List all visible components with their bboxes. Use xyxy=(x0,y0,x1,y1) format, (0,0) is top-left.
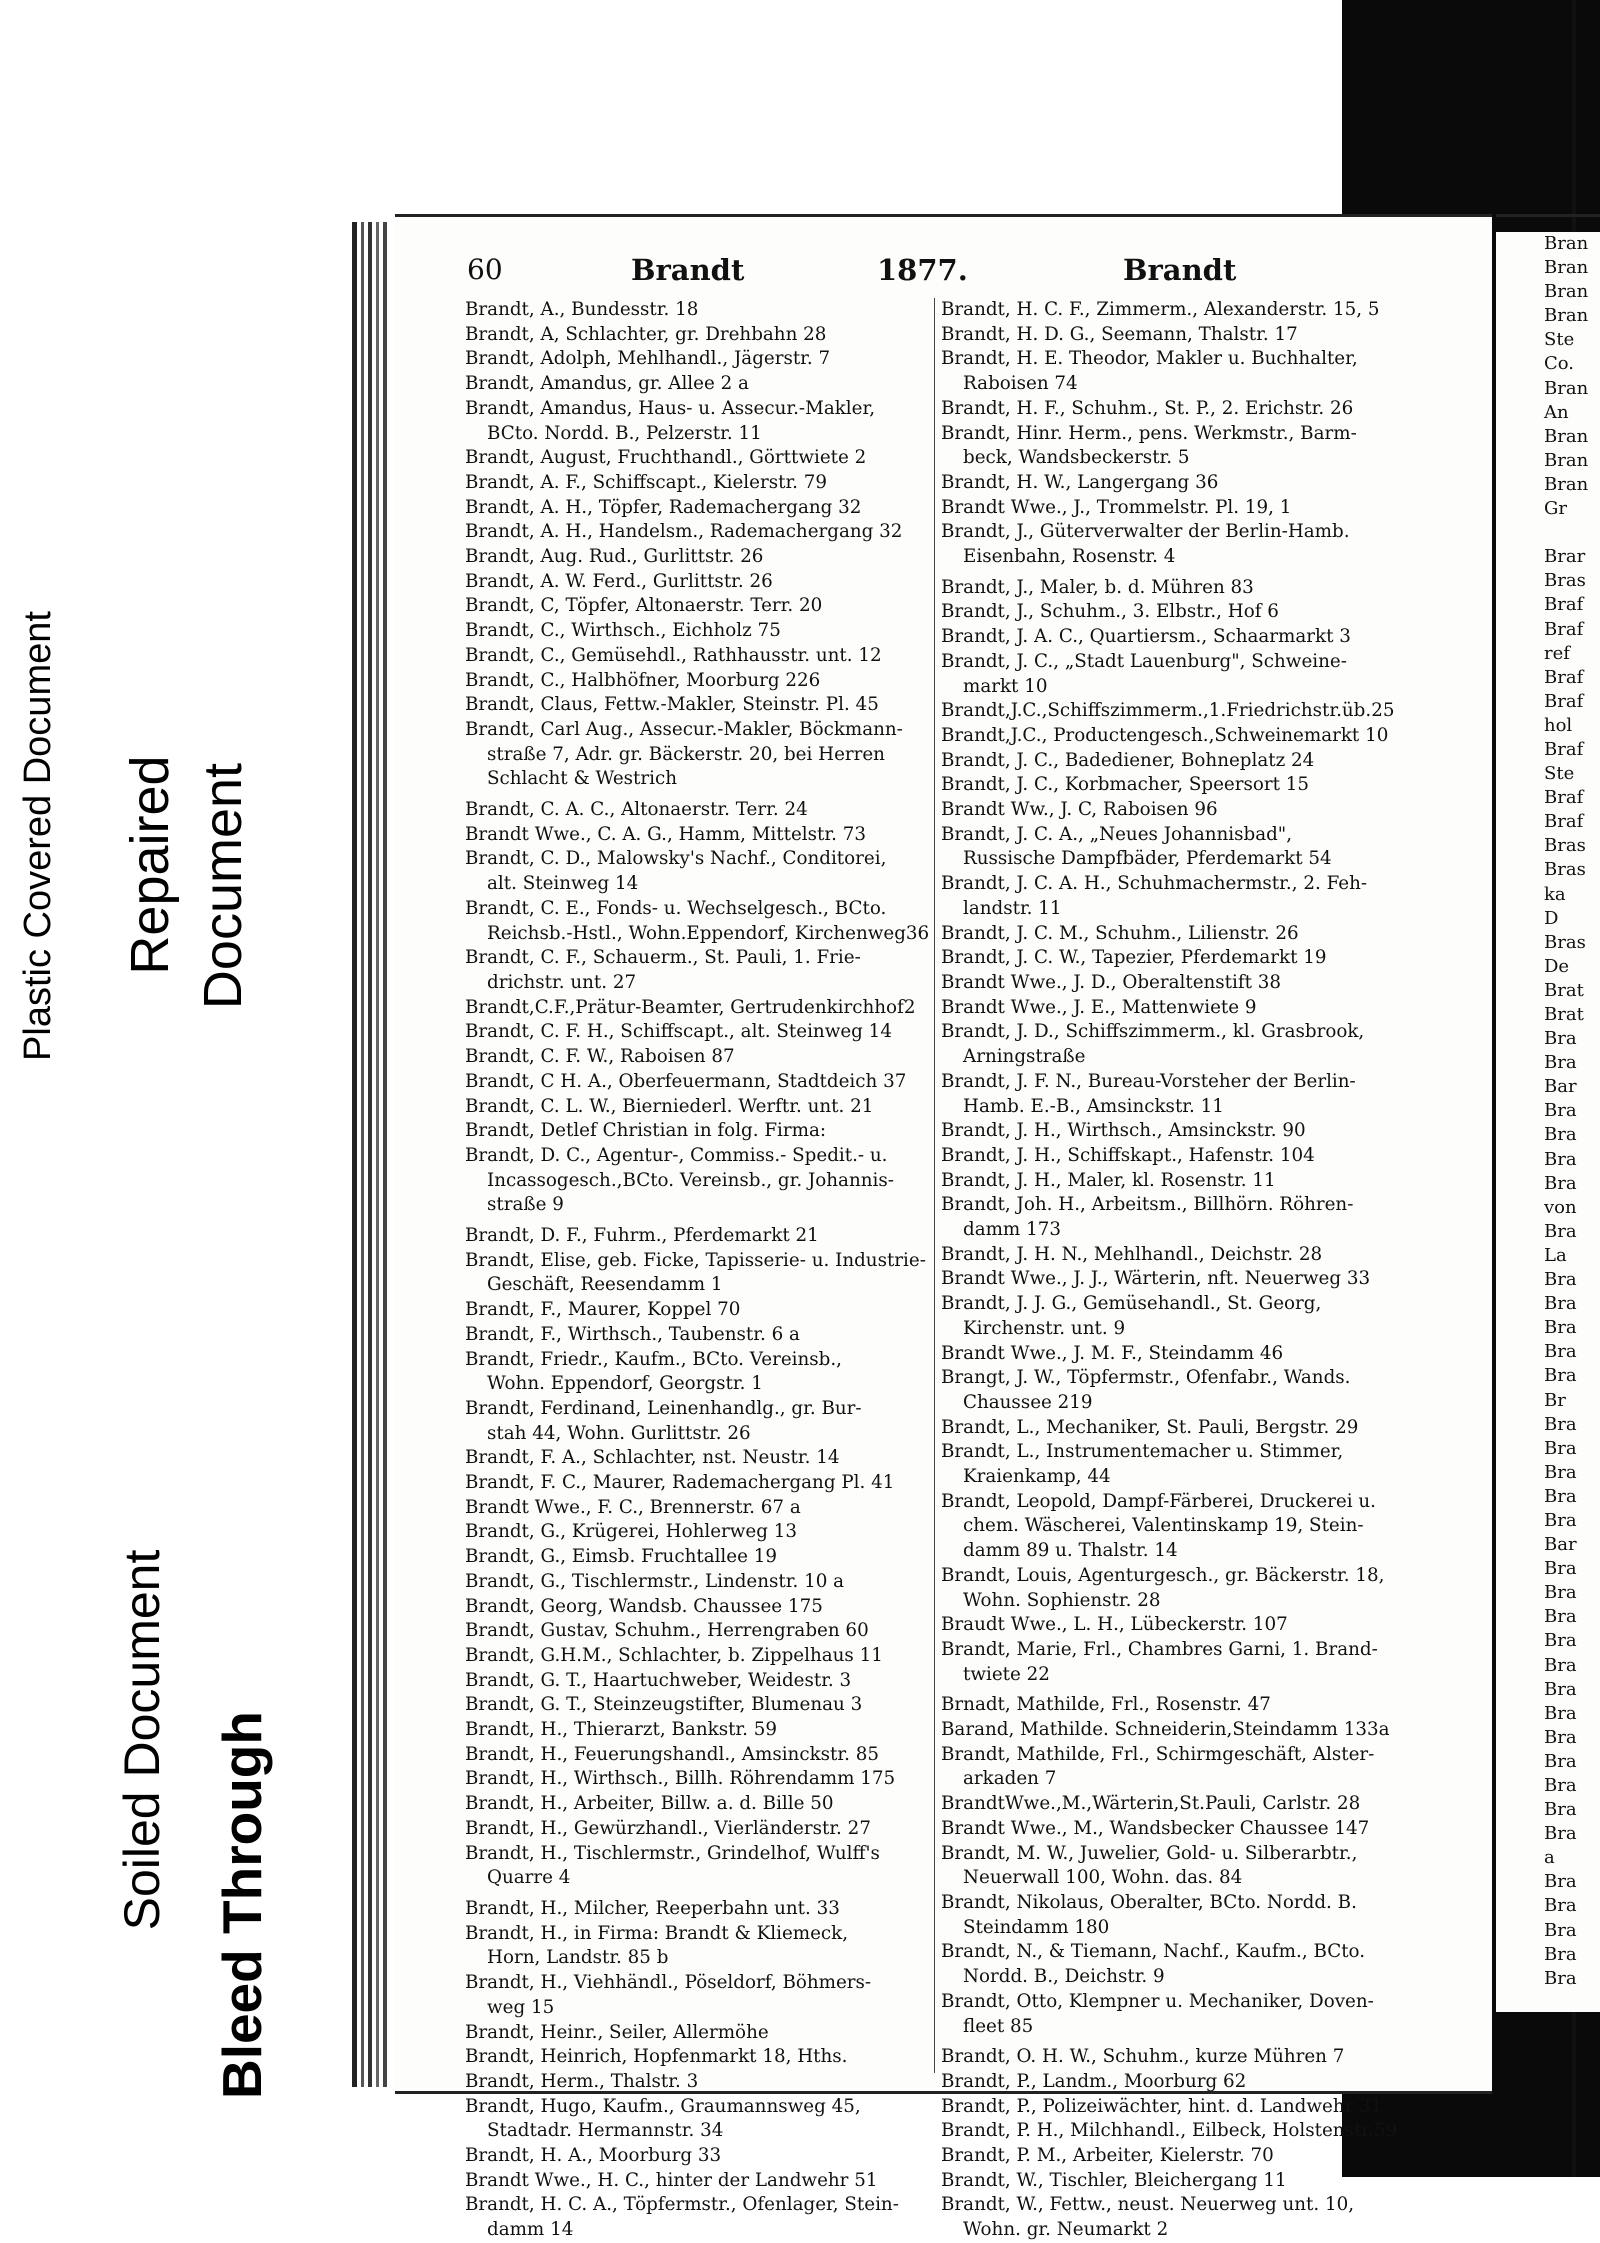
adjacent-page-stub: Bras xyxy=(1544,835,1586,857)
adjacent-page-stub: Bran xyxy=(1544,425,1589,447)
adjacent-page-stub: Bar xyxy=(1544,1076,1577,1098)
directory-entry: Brandt, Amandus, Haus- u. Assecur.-Makler, xyxy=(465,397,876,419)
directory-entry: Brandt, Amandus, gr. Allee 2 a xyxy=(465,373,749,395)
adjacent-page-stub: Bras xyxy=(1544,570,1586,592)
directory-entry: Brandt Ww., J. C, Raboisen 96 xyxy=(941,799,1218,821)
adjacent-page-stub: Ste xyxy=(1544,329,1575,351)
directory-entry: Brandt, P. M., Arbeiter, Kielerstr. 70 xyxy=(941,2145,1274,2167)
directory-entry: Brandt, L., Mechaniker, St. Pauli, Bergstr. 29 xyxy=(941,1416,1359,1438)
adjacent-page-stub: Braf xyxy=(1544,738,1584,760)
directory-entry: Nordd. B., Deichstr. 9 xyxy=(963,1966,1165,1988)
directory-entry: weg 15 xyxy=(487,1996,555,2018)
adjacent-page-stub: Bra xyxy=(1544,1702,1577,1724)
adjacent-page-stub: Bra xyxy=(1544,1461,1577,1483)
directory-entry: Brandt, A., Bundesstr. 18 xyxy=(465,299,699,320)
adjacent-page-stub: Bra xyxy=(1544,1485,1577,1507)
label-document: Document xyxy=(193,762,253,1010)
directory-entry: Brandt, Friedr., Kaufm., BCto. Vereinsb., xyxy=(465,1348,842,1370)
directory-entry: Wohn. gr. Neumarkt 2 xyxy=(963,2219,1169,2241)
adjacent-page-stub: Brat xyxy=(1544,1004,1584,1025)
adjacent-page-stub: Bra xyxy=(1544,1871,1577,1893)
directory-entry: Chaussee 219 xyxy=(963,1391,1093,1413)
directory-entry: Brangt, J. W., Töpfermstr., Ofenfabr., Wands. xyxy=(941,1367,1351,1389)
adjacent-page-stub: Bran xyxy=(1544,473,1589,495)
directory-entry: Brandt, H., Viehhändl., Pöseldorf, Böhmers- xyxy=(465,1972,872,1994)
directory-entry: Brandt, W., Tischler, Bleichergang 11 xyxy=(941,2169,1287,2191)
directory-entry: Reichsb.-Hstl., Wohn.Eppendorf, Kirchenweg36 xyxy=(487,922,930,944)
directory-entry: Brandt, Otto, Klempner u. Mechaniker, Doven- xyxy=(941,1990,1374,2012)
adjacent-page-stub: Bra xyxy=(1544,1678,1577,1700)
directory-entry: Brandt,J.C., Productengesch.,Schweinemarkt 10 xyxy=(941,724,1389,746)
directory-entry: Brandt, D. F., Fuhrm., Pferdemarkt 21 xyxy=(465,1225,819,1247)
directory-entry: Brandt, Hinr. Herm., pens. Werkmstr., Barm- xyxy=(941,422,1357,444)
directory-entry: Brandt, J. C. M., Schuhm., Lilienstr. 26 xyxy=(941,922,1299,944)
adjacent-page-stub: Bra xyxy=(1544,1654,1577,1676)
directory-entry: Brandt, P., Polizeiwächter, hint. d. Landwehr 31 xyxy=(941,2095,1383,2117)
directory-entry: Brandt, C. A. C., Altonaerstr. Terr. 24 xyxy=(465,799,808,821)
directory-entry: Brandt, H. C. A., Töpfermstr., Ofenlager, Stein- xyxy=(465,2194,899,2216)
directory-entry: BCto. Nordd. B., Pelzerstr. 11 xyxy=(487,422,762,444)
adjacent-page-stub: hol xyxy=(1544,714,1573,736)
directory-entry: Brandt Wwe., J. J., Wärterin, nft. Neuerweg 33 xyxy=(941,1268,1371,1290)
adjacent-page-stub: Gr xyxy=(1544,498,1567,520)
directory-entry: Brandt, Joh. H., Arbeitsm., Billhörn. Röhren- xyxy=(941,1194,1354,1216)
adjacent-page-stub: ref xyxy=(1544,642,1570,664)
directory-entry: Brandt, P., Landm., Moorburg 62 xyxy=(941,2070,1247,2092)
directory-entry: Brandt, A. H., Handelsm., Rademachergang 32 xyxy=(465,521,903,543)
directory-entry: fleet 85 xyxy=(963,2015,1034,2037)
adjacent-page-stub: D xyxy=(1544,907,1559,929)
adjacent-page-stub: La xyxy=(1544,1244,1567,1266)
adjacent-page-stub: Co. xyxy=(1544,353,1575,375)
directory-entry: Brandt, C. L. W., Bierniederl. Werftr. unt. 21 xyxy=(465,1095,874,1117)
column-divider xyxy=(934,298,935,2073)
directory-entry: Kraienkamp, 44 xyxy=(963,1466,1111,1488)
directory-entry: Brandt Wwe., M., Wandsbecker Chaussee 147 xyxy=(941,1817,1370,1839)
adjacent-page-stub: Braf xyxy=(1544,618,1584,640)
header-name-right: Brandt xyxy=(1123,253,1237,287)
adjacent-page-stub: Braf xyxy=(1544,666,1584,688)
adjacent-page-stub: Bra xyxy=(1544,1269,1577,1291)
directory-entry: Brandt, J. C., Korbmacher, Speersort 15 xyxy=(941,774,1309,796)
adjacent-page-stub: Bran xyxy=(1544,233,1589,254)
directory-entry: Brandt, Heinr., Seiler, Allermöhe xyxy=(465,2021,769,2043)
directory-entry: Brnadt, Mathilde, Frl., Rosenstr. 47 xyxy=(941,1694,1271,1716)
adjacent-page-stub: An xyxy=(1544,401,1569,423)
directory-entry: Brandt, A, Schlachter, gr. Drehbahn 28 xyxy=(465,323,827,345)
directory-entry: Brandt,C.F.,Prätur-Beamter, Gertrudenkirchhof2 xyxy=(465,996,916,1018)
directory-entry: Brandt, J. C., „Stadt Lauenburg", Schweine- xyxy=(941,650,1347,672)
directory-entry: straße 7, Adr. gr. Bäckerstr. 20, bei Herren xyxy=(487,743,885,765)
directory-entry: Brandt, G. T., Haartuchweber, Weidestr. 3 xyxy=(465,1669,852,1691)
directory-entry: Brandt, H. C. F., Zimmerm., Alexanderstr. 15, 5 xyxy=(941,299,1380,320)
directory-entry: Brandt, Marie, Frl., Chambres Garni, 1. Brand- xyxy=(941,1638,1378,1660)
directory-entry: Brandt, Adolph, Mehlhandl., Jägerstr. 7 xyxy=(465,348,831,370)
directory-entry: Steindamm 180 xyxy=(963,1916,1110,1938)
directory-entry: Brandt, H., Wirthsch., Billh. Röhrendamm 175 xyxy=(465,1768,896,1790)
directory-entry: Brandt Wwe., J. M. F., Steindamm 46 xyxy=(941,1342,1284,1364)
adjacent-page-stub: Braf xyxy=(1544,594,1584,616)
adjacent-page-stub: Bra xyxy=(1544,1630,1577,1652)
directory-entry: Brandt, G., Krügerei, Hohlerweg 13 xyxy=(465,1521,797,1543)
directory-entry: Brandt, J. C. A. H., Schuhmachermstr., 2. Feh- xyxy=(941,873,1368,895)
directory-entry: Braudt Wwe., L. H., Lübeckerstr. 107 xyxy=(941,1614,1288,1636)
adjacent-page-stub: Brat xyxy=(1544,979,1584,1001)
directory-entry: Brandt Wwe., J. E., Mattenwiete 9 xyxy=(941,996,1257,1018)
directory-entry: Brandt, H., Gewürzhandl., Vierländerstr. 27 xyxy=(465,1817,871,1839)
adjacent-page-stub: Bran xyxy=(1544,281,1589,303)
directory-entry: beck, Wandsbeckerstr. 5 xyxy=(963,447,1190,469)
adjacent-page-stub: Bra xyxy=(1544,1365,1577,1387)
adjacent-page-stub: Ste xyxy=(1544,763,1575,785)
directory-entry: Brandt, J. H., Wirthsch., Amsinckstr. 90 xyxy=(941,1120,1306,1142)
adjacent-page-stub: Bra xyxy=(1544,1172,1577,1194)
directory-entry: Brandt Wwe., J., Trommelstr. Pl. 19, 1 xyxy=(941,496,1292,518)
adjacent-page-stub: Bra xyxy=(1544,1558,1577,1580)
directory-entry: Brandt, Leopold, Dampf-Färberei, Druckerei u. xyxy=(941,1490,1376,1512)
directory-entry: twiete 22 xyxy=(963,1663,1050,1685)
directory-entry: Brandt, C, Töpfer, Altonaerstr. Terr. 20 xyxy=(465,595,823,617)
directory-entry: Brandt, A. F., Schiffscapt., Kielerstr. 79 xyxy=(465,471,828,493)
adjacent-page-stub: Bra xyxy=(1544,1437,1577,1459)
directory-entry: Brandt, L., Instrumentemacher u. Stimmer, xyxy=(941,1441,1344,1463)
directory-entry: Brandt, P. H., Milchhandl., Eilbeck, Holstenstr.59 xyxy=(941,2120,1398,2142)
adjacent-page-stub: Bran xyxy=(1544,449,1589,471)
directory-entry: Russische Dampfbäder, Pferdemarkt 54 xyxy=(963,848,1332,870)
directory-entry: Brandt, F., Wirthsch., Taubenstr. 6 a xyxy=(465,1323,800,1345)
page-stack-edge xyxy=(352,222,357,2087)
directory-entry: Brandt, M. W., Juwelier, Gold- u. Silberarbtr., xyxy=(941,1842,1358,1864)
directory-entry: Wohn. Sophienstr. 28 xyxy=(963,1589,1161,1611)
directory-entry: Brandt, G.H.M., Schlachter, b. Zippelhaus 11 xyxy=(465,1644,883,1666)
adjacent-page-stub: Bras xyxy=(1544,931,1586,953)
directory-entry: Brandt, A. W. Ferd., Gurlittstr. 26 xyxy=(465,570,773,592)
directory-entry: damm 14 xyxy=(487,2219,574,2241)
adjacent-page-stub: Bra xyxy=(1544,1726,1577,1748)
directory-entry: markt 10 xyxy=(963,675,1048,697)
directory-entry: Brandt Wwe., C. A. G., Hamm, Mittelstr. 73 xyxy=(465,823,866,845)
directory-entry: stah 44, Wohn. Gurlittstr. 26 xyxy=(487,1422,751,1444)
label-soiled-document: Soiled Document xyxy=(114,1549,170,1931)
directory-entry: Brandt, H. A., Moorburg 33 xyxy=(465,2145,722,2167)
adjacent-page-stub: Bra xyxy=(1544,1606,1577,1628)
directory-entry: Brandt, C. D., Malowsky's Nachf., Conditorei, xyxy=(465,848,887,870)
directory-entry: Brandt, J. H., Schiffskapt., Hafenstr. 104 xyxy=(941,1144,1315,1166)
directory-entry: Barand, Mathilde. Schneiderin,Steindamm 133a xyxy=(941,1719,1390,1741)
directory-entry: damm 173 xyxy=(963,1219,1061,1241)
adjacent-page-stub: Bra xyxy=(1544,1582,1577,1604)
directory-entry: Brandt, Aug. Rud., Gurlittstr. 26 xyxy=(465,546,764,568)
directory-entry: Brandt, August, Fruchthandl., Görttwiete 2 xyxy=(465,447,867,469)
directory-entry: Brandt Wwe., H. C., hinter der Landwehr 51 xyxy=(465,2169,878,2191)
directory-entry: Brandt Wwe., F. C., Brennerstr. 67 a xyxy=(465,1496,801,1518)
header-year: 1877. xyxy=(877,253,968,287)
adjacent-page-stub: Braf xyxy=(1544,811,1584,833)
label-repaired: Repaired xyxy=(120,755,180,975)
directory-entry: Brandt, W., Fettw., neust. Neuerweg unt. 10, xyxy=(941,2194,1355,2216)
directory-entry: Eisenbahn, Rosenstr. 4 xyxy=(963,546,1176,568)
directory-entry: Brandt, J. J. G., Gemüsehandl., St. Georg, xyxy=(941,1293,1322,1315)
right-column xyxy=(941,298,1453,2243)
adjacent-page-stub: Bra xyxy=(1544,1919,1577,1941)
adjacent-page-stub: Bran xyxy=(1544,257,1589,279)
directory-entry: Brandt, J. F. N., Bureau-Vorsteher der Berlin- xyxy=(941,1070,1356,1092)
directory-entry: Brandt, G. T., Steinzeugstifter, Blumenau 3 xyxy=(465,1694,863,1716)
page-number: 60 xyxy=(467,253,503,286)
directory-entry: Kirchenstr. unt. 9 xyxy=(963,1317,1126,1339)
directory-entry: Brandt, H., Arbeiter, Billw. a. d. Bille 50 xyxy=(465,1793,834,1815)
directory-entry: alt. Steinweg 14 xyxy=(487,873,639,895)
directory-entry: Brandt, Carl Aug., Assecur.-Makler, Böckmann- xyxy=(465,718,903,740)
directory-entry: Brandt, Herm., Thalstr. 3 xyxy=(465,2070,699,2092)
directory-entry: landstr. 11 xyxy=(963,897,1062,919)
directory-entry: Brandt, H. E. Theodor, Makler u. Buchhalter, xyxy=(941,348,1358,370)
directory-entry: Horn, Landstr. 85 b xyxy=(487,1947,669,1969)
adjacent-page-stub: Bran xyxy=(1544,305,1589,327)
adjacent-page-stub: Bra xyxy=(1544,1895,1577,1917)
directory-entry: arkaden 7 xyxy=(963,1768,1057,1790)
directory-entry: Brandt, Detlef Christian in folg. Firma: xyxy=(465,1120,827,1142)
adjacent-page-stub: Bran xyxy=(1544,377,1589,399)
directory-entry: Brandt, Louis, Agenturgesch., gr. Bäckerstr. 18, xyxy=(941,1564,1385,1586)
directory-entry: Hamb. E.-B., Amsinckstr. 11 xyxy=(963,1095,1224,1117)
adjacent-page-stub: ka xyxy=(1544,883,1566,905)
directory-entry: Brandt, Mathilde, Frl., Schirmgeschäft, Alster- xyxy=(941,1743,1375,1765)
directory-entry: chem. Wäscherei, Valentinskamp 19, Stein- xyxy=(963,1515,1364,1537)
directory-entry: Brandt, C. F., Schauerm., St. Pauli, 1. Frie- xyxy=(465,947,861,969)
directory-entry: Brandt, Hugo, Kaufm., Graumannsweg 45, xyxy=(465,2095,861,2117)
adjacent-page-stub: Bra xyxy=(1544,1341,1577,1363)
adjacent-page-stub: Brar xyxy=(1544,546,1586,568)
directory-entry: Brandt, F. C., Maurer, Rademachergang Pl. 41 xyxy=(465,1472,895,1494)
directory-entry: Brandt, J., Güterverwalter der Berlin-Hamb. xyxy=(941,521,1350,543)
directory-entry: Brandt, G., Eimsb. Fruchtallee 19 xyxy=(465,1546,777,1568)
directory-entry: Brandt, A. H., Töpfer, Rademachergang 32 xyxy=(465,496,862,518)
directory-entry: Schlacht & Westrich xyxy=(487,768,677,790)
adjacent-page-stub xyxy=(1496,521,1600,545)
page-stack-edge xyxy=(368,222,372,2087)
directory-entry: Brandt, J. H. N., Mehlhandl., Deichstr. 28 xyxy=(941,1243,1323,1265)
adjacent-page-stub: Braf xyxy=(1544,690,1584,712)
directory-entry: BrandtWwe.,M.,Wärterin,St.Pauli, Carlstr. 28 xyxy=(941,1793,1361,1815)
label-bleed-through: Bleed Through xyxy=(211,1710,273,2100)
directory-entry: Brandt, H., Tischlermstr., Grindelhof, Wulff's xyxy=(465,1842,880,1864)
directory-entry: straße 9 xyxy=(487,1194,564,1216)
directory-entry: Brandt, F. A., Schlachter, nst. Neustr. 14 xyxy=(465,1447,840,1469)
directory-entry: Brandt, C. E., Fonds- u. Wechselgesch., BCto. xyxy=(465,897,887,919)
directory-entry: Brandt, F., Maurer, Koppel 70 xyxy=(465,1299,741,1321)
adjacent-page-stub: Bra xyxy=(1544,1317,1577,1339)
adjacent-page-stub: Bra xyxy=(1544,1799,1577,1821)
directory-entry: Brandt, O. H. W., Schuhm., kurze Mühren 7 xyxy=(941,2046,1345,2068)
directory-entry: Geschäft, Reesendamm 1 xyxy=(487,1274,723,1296)
adjacent-page-stub: Bra xyxy=(1544,1148,1577,1170)
adjacent-page-stub: Bra xyxy=(1544,1293,1577,1315)
adjacent-page-stub: Bra xyxy=(1544,1028,1577,1050)
directory-entry: Brandt, Gustav, Schuhm., Herrengraben 60 xyxy=(465,1620,869,1642)
left-column xyxy=(465,298,977,2243)
directory-entry: Brandt, H. D. G., Seemann, Thalstr. 17 xyxy=(941,323,1298,345)
directory-entry: Brandt, J., Maler, b. d. Mühren 83 xyxy=(941,576,1254,598)
adjacent-page-stub: Bra xyxy=(1544,1943,1577,1965)
directory-entry: Brandt, H., Feuerungshandl., Amsinckstr. 85 xyxy=(465,1743,879,1765)
directory-entry: Brandt, C. F. W., Raboisen 87 xyxy=(465,1046,735,1068)
directory-entry: Quarre 4 xyxy=(487,1867,571,1889)
directory-entry: Brandt, Nikolaus, Oberalter, BCto. Nordd. B. xyxy=(941,1892,1357,1913)
directory-entry: Brandt, J. C. A., „Neues Johannisbad", xyxy=(941,823,1293,845)
directory-entry: Brandt, H. W., Langergang 36 xyxy=(941,471,1219,493)
directory-entry: Incassogesch.,BCto. Vereinsb., gr. Johannis- xyxy=(487,1169,894,1191)
directory-entry: Brandt, J. D., Schiffszimmerm., kl. Grasbrook, xyxy=(941,1021,1365,1043)
adjacent-page-stub: Bra xyxy=(1544,1052,1577,1074)
adjacent-page-stub: Bar xyxy=(1544,1534,1577,1556)
adjacent-page-stub: Bra xyxy=(1544,1775,1577,1796)
right-page-rule xyxy=(1496,214,1600,217)
adjacent-page-stub: Br xyxy=(1544,1389,1566,1411)
adjacent-page-stub: von xyxy=(1544,1196,1577,1218)
directory-entry: Brandt Wwe., J. D., Oberaltenstift 38 xyxy=(941,971,1282,993)
adjacent-page-stub: Bra xyxy=(1544,1750,1577,1772)
directory-entry: Brandt, C., Wirthsch., Eichholz 75 xyxy=(465,620,781,642)
directory-entry: Brandt, H. F., Schuhm., St. P., 2. Erichstr. 26 xyxy=(941,397,1354,419)
directory-entry: Brandt, J. A. C., Quartiersm., Schaarmarkt 3 xyxy=(941,626,1351,648)
adjacent-page-stub: De xyxy=(1544,955,1570,977)
directory-entry: Raboisen 74 xyxy=(963,373,1078,395)
directory-entry: Brandt, H., Milcher, Reeperbahn unt. 33 xyxy=(465,1898,840,1919)
directory-entry: Brandt, H., in Firma: Brandt & Kliemeck, xyxy=(465,1922,849,1944)
directory-entry: Brandt, Georg, Wandsb. Chaussee 175 xyxy=(465,1595,823,1617)
directory-entry: Brandt, Ferdinand, Leinenhandlg., gr. Bur- xyxy=(465,1397,862,1419)
directory-entry: Neuerwall 100, Wohn. das. 84 xyxy=(963,1867,1243,1889)
directory-entry: Stadtadr. Hermannstr. 34 xyxy=(487,2120,724,2142)
page-stack-edge xyxy=(361,222,364,2087)
adjacent-page-stub: Bra xyxy=(1544,1220,1577,1242)
directory-entry: Brandt, J. H., Maler, kl. Rosenstr. 11 xyxy=(941,1169,1276,1191)
directory-entry: Brandt, Claus, Fettw.-Makler, Steinstr. Pl. 45 xyxy=(465,694,879,716)
directory-page xyxy=(395,214,1492,2241)
directory-entry: damm 89 u. Thalstr. 14 xyxy=(963,1540,1178,1562)
adjacent-page-stub: Bra xyxy=(1544,1823,1577,1845)
directory-entry: Brandt, Heinrich, Hopfenmarkt 18, Hths. xyxy=(465,2046,848,2068)
adjacent-page-stub: Bra xyxy=(1544,1413,1577,1435)
directory-entry: Wohn. Eppendorf, Georgstr. 1 xyxy=(487,1373,763,1395)
directory-entry: Brandt, N., & Tiemann, Nachf., Kaufm., BCto. xyxy=(941,1941,1366,1963)
adjacent-page-stub: Braf xyxy=(1544,787,1584,809)
directory-entry: Brandt, C., Halbhöfner, Moorburg 226 xyxy=(465,669,821,691)
directory-entry: Brandt, H., Thierarzt, Bankstr. 59 xyxy=(465,1719,778,1741)
adjacent-page-stub: Bras xyxy=(1544,859,1586,881)
adjacent-page-stub: a xyxy=(1544,1847,1555,1869)
page-stack-edge xyxy=(383,222,387,2087)
header-name-left: Brandt xyxy=(631,253,745,287)
directory-entry: Brandt, G., Tischlermstr., Lindenstr. 10 a xyxy=(465,1570,845,1592)
directory-entry: drichstr. unt. 27 xyxy=(487,971,637,993)
adjacent-page-stub: Bra xyxy=(1544,1124,1577,1146)
directory-entry: Brandt, C., Gemüsehdl., Rathhausstr. unt. 12 xyxy=(465,644,882,666)
directory-entry: Brandt, C H. A., Oberfeuermann, Stadtdeich 37 xyxy=(465,1070,907,1092)
directory-entry: Brandt, D. C., Agentur-, Commiss.- Spedit.- u. xyxy=(465,1144,888,1166)
directory-entry: Brandt, Elise, geb. Ficke, Tapisserie- u. Industrie- xyxy=(465,1249,926,1271)
label-plastic-covered: Plastic Covered Document xyxy=(17,611,59,1061)
adjacent-page-stub: Bra xyxy=(1544,1509,1577,1531)
page-stack-edge xyxy=(376,222,379,2087)
adjacent-page-fragment xyxy=(1496,232,1600,2012)
page-header xyxy=(395,253,1492,293)
directory-entry: Brandt, C. F. H., Schiffscapt., alt. Steinweg 14 xyxy=(465,1021,892,1043)
directory-entry: Brandt, J. C. W., Tapezier, Pferdemarkt 19 xyxy=(941,947,1327,969)
directory-entry: Brandt,J.C.,Schiffszimmerm.,1.Friedrichstr.üb.25 xyxy=(941,700,1395,722)
directory-entry: Arningstraße xyxy=(963,1046,1086,1068)
adjacent-page-stub: Bra xyxy=(1544,1967,1577,1989)
directory-entry: Brandt, J., Schuhm., 3. Elbstr., Hof 6 xyxy=(941,601,1279,623)
directory-entry: Brandt, J. C., Badediener, Bohneplatz 24 xyxy=(941,749,1315,771)
adjacent-page-stub: Bra xyxy=(1544,1100,1577,1122)
